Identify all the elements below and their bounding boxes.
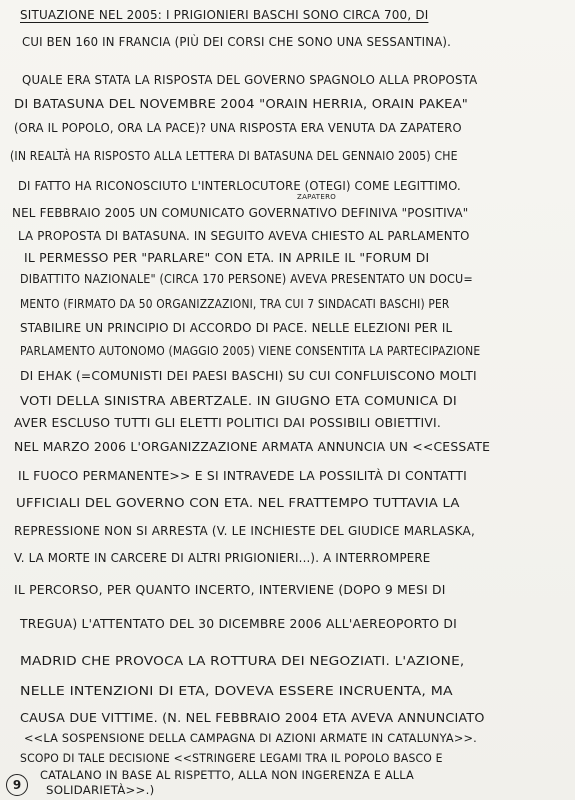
text-line-13: STABILIRE UN PRINCIPIO DI ACCORDO DI PACE. NELLE ELEZIONI PER IL xyxy=(20,320,453,335)
text-line-4: DI BATASUNA DEL NOVEMBRE 2004 "ORAIN HERRIA, ORAIN PAKEA" xyxy=(14,96,469,111)
text-line-15: DI EHAK (=COMUNISTI DEI PAESI BASCHI) SU CUI CONFLUISCONO MOLTI xyxy=(20,368,477,383)
text-line-20: UFFICIALI DEL GOVERNO CON ETA. NEL FRATTEMPO TUTTAVIA LA xyxy=(16,495,460,510)
text-line-5: (ORA IL POPOLO, ORA LA PACE)? UNA RISPOSTA ERA VENUTA DA ZAPATERO xyxy=(14,120,462,135)
text-line-12: MENTO (FIRMATO DA 50 ORGANIZZAZIONI, TRA CUI 7 SINDACATI BASCHI) PER xyxy=(20,296,450,311)
text-line-16: VOTI DELLA SINISTRA ABERTZALE. IN GIUGNO ETA COMUNICA DI xyxy=(20,393,457,408)
text-line-23: IL PERCORSO, PER QUANTO INCERTO, INTERVIENE (DOPO 9 MESI DI xyxy=(14,582,446,597)
text-line-2: CUI BEN 160 IN FRANCIA (PIÙ DEI CORSI CHE SONO UNA SESSANTINA). xyxy=(22,35,452,49)
text-line-11: DIBATTITO NAZIONALE" (CIRCA 170 PERSONE) AVEVA PRESENTATO UN DOCU= xyxy=(20,271,473,286)
text-line-27: CAUSA DUE VITTIME. (N. NEL FEBBRAIO 2004 ETA AVEVA ANNUNCIATO xyxy=(20,710,485,725)
text-line-7: DI FATTO HA RICONOSCIUTO L'INTERLOCUTORE (OTEGI) COME LEGITTIMO. xyxy=(18,178,461,193)
text-line-10: IL PERMESSO PER "PARLARE" CON ETA. IN APRILE IL "FORUM DI xyxy=(24,250,430,265)
text-line-24: TREGUA) L'ATTENTATO DEL 30 DICEMBRE 2006 ALL'AEREOPORTO DI xyxy=(20,616,457,631)
text-line-9: LA PROPOSTA DI BATASUNA. IN SEGUITO AVEVA CHIESTO AL PARLAMENTO xyxy=(18,228,470,243)
text-line-6: (IN REALTÀ HA RISPOSTO ALLA LETTERA DI BATASUNA DEL GENNAIO 2005) CHE xyxy=(10,148,458,163)
inserted-annotation: ZAPATERO xyxy=(297,193,337,201)
text-line-28: <<LA SOSPENSIONE DELLA CAMPAGNA DI AZIONI ARMATE IN CATALUNYA>>. xyxy=(24,731,477,745)
text-line-8: NEL FEBBRAIO 2005 UN COMUNICATO GOVERNATIVO DEFINIVA "POSITIVA" xyxy=(12,205,469,220)
text-line-19: IL FUOCO PERMANENTE>> E SI INTRAVEDE LA POSSILITÀ DI CONTATTI xyxy=(18,468,467,483)
page-number: 9 xyxy=(6,774,28,796)
text-line-1: SITUAZIONE NEL 2005: I PRIGIONIERI BASCHI SONO CIRCA 700, DI xyxy=(20,8,429,22)
text-line-25: MADRID CHE PROVOCA LA ROTTURA DEI NEGOZIATI. L'AZIONE, xyxy=(20,653,465,668)
text-line-31: SOLIDARIETÀ>>.) xyxy=(46,783,155,797)
text-line-26: NELLE INTENZIONI DI ETA, DOVEVA ESSERE INCRUENTA, MA xyxy=(20,683,453,698)
text-line-29: SCOPO DI TALE DECISIONE <<STRINGERE LEGAMI TRA IL POPOLO BASCO E xyxy=(20,751,443,765)
text-line-22: V. LA MORTE IN CARCERE DI ALTRI PRIGIONIERI...). A INTERROMPERE xyxy=(14,550,431,565)
text-line-21: REPRESSIONE NON SI ARRESTA (V. LE INCHIESTE DEL GIUDICE MARLASKA, xyxy=(14,523,475,538)
text-line-3: QUALE ERA STATA LA RISPOSTA DEL GOVERNO SPAGNOLO ALLA PROPOSTA xyxy=(22,72,478,87)
text-line-17: AVER ESCLUSO TUTTI GLI ELETTI POLITICI DAI POSSIBILI OBIETTIVI. xyxy=(14,415,441,430)
text-line-14: PARLAMENTO AUTONOMO (MAGGIO 2005) VIENE CONSENTITA LA PARTECIPAZIONE xyxy=(20,343,481,358)
text-line-18: NEL MARZO 2006 L'ORGANIZZAZIONE ARMATA ANNUNCIA UN <<CESSATE xyxy=(14,439,491,454)
text-line-30: CATALANO IN BASE AL RISPETTO, ALLA NON INGERENZA E ALLA xyxy=(40,768,414,782)
